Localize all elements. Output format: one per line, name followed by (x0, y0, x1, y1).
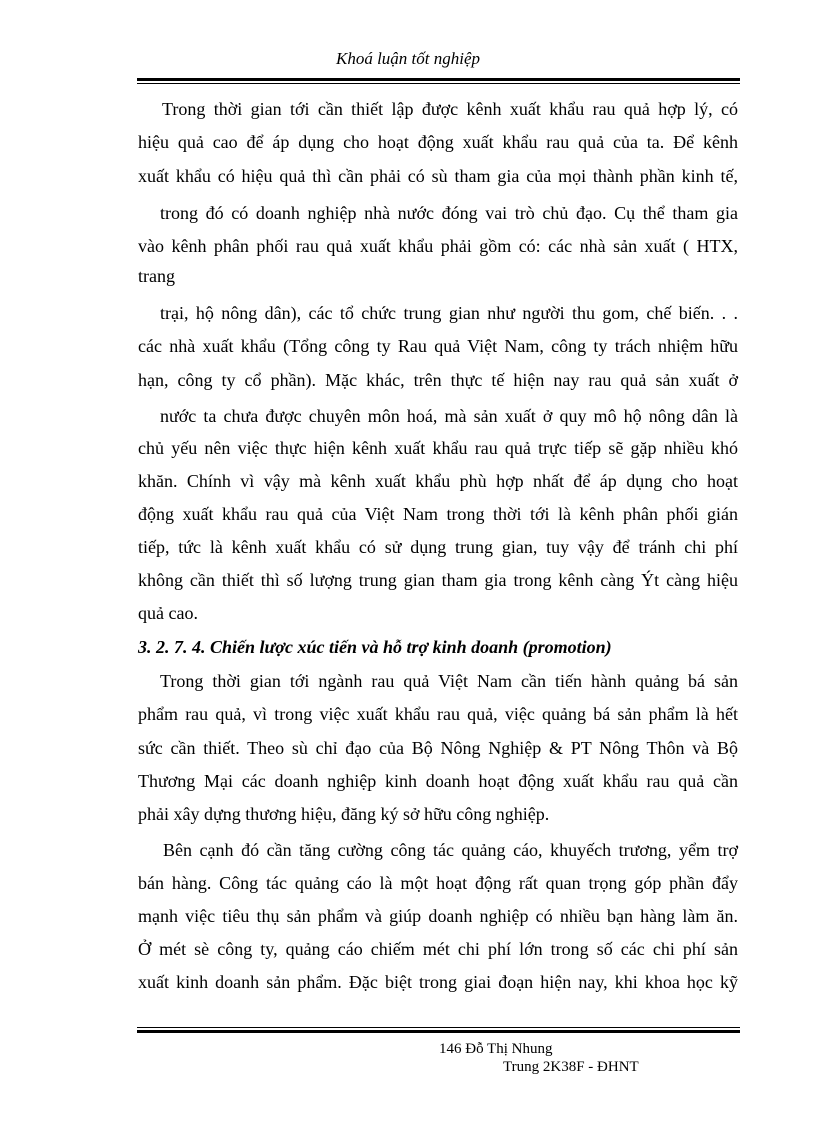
text-line: xuất kinh doanh sản phẩm. Đặc biệt trong giai đoạn hiện nay, khi khoa học kỹ (138, 972, 738, 992)
section-heading: 3. 2. 7. 4. Chiến lược xúc tiến và hỗ trợ kinh doanh (promotion) (138, 637, 612, 657)
text-line: vào kênh phân phối rau quả xuất khẩu phải gồm có: các nhà sản xuất ( HTX, (138, 236, 738, 256)
text-line: không cần thiết thì số lượng trung gian tham gia trong kênh càng Ýt càng hiệu (138, 570, 738, 590)
text-line: hiệu quả cao để áp dụng cho hoạt động xuất khẩu rau quả của ta. Để kênh (138, 132, 738, 152)
text-line: tiếp, tức là kênh xuất khẩu có sử dụng trung gian, tuy vậy để tránh chi phí (138, 537, 738, 557)
text-line: Thương Mại các doanh nghiệp kinh doanh hoạt động xuất khẩu rau quả cần (138, 771, 738, 791)
header-title: Khoá luận tốt nghiệp (335, 49, 481, 68)
text-line: chủ yếu nên việc thực hiện kênh xuất khẩu rau quả trực tiếp sẽ gặp nhiều khó (138, 438, 738, 458)
text-line: động xuất khẩu rau quả của Việt Nam trong thời tới là kênh phân phối gián (138, 504, 738, 524)
text-line: xuất khẩu có hiệu quả thì cần phải có sù tham gia của mọi thành phần kinh tế, (138, 166, 738, 186)
text-line: hạn, công ty cổ phần). Mặc khác, trên thực tế hiện nay rau quả sản xuất ở (138, 370, 738, 390)
text-line: Bên cạnh đó cần tăng cường công tác quảng cáo, khuyếch trương, yểm trợ (163, 840, 738, 860)
footer-rule-thin (137, 1027, 740, 1028)
text-line: các nhà xuất khẩu (Tổng công ty Rau quả Việt Nam, công ty trách nhiệm hữu (138, 336, 738, 356)
text-line: nước ta chưa được chuyên môn hoá, mà sản xuất ở quy mô hộ nông dân là (160, 406, 738, 426)
text-line: Trong thời gian tới cần thiết lập được kênh xuất khẩu rau quả hợp lý, có (162, 99, 738, 119)
text-line: trang (138, 266, 175, 286)
text-line: quả cao. (138, 603, 198, 623)
header-rule-thin (137, 83, 740, 84)
text-line: khăn. Chính vì vậy mà kênh xuất khẩu phù hợp nhất để áp dụng cho hoạt (138, 471, 738, 491)
text-line: sức cần thiết. Theo sù chỉ đạo của Bộ Nông Nghiệp & PT Nông Thôn và Bộ (138, 738, 738, 758)
footer-page-author: 146 Đỗ Thị Nhung (439, 1041, 553, 1057)
text-line: phải xây dựng thương hiệu, đăng ký sở hữu công nghiệp. (138, 804, 550, 824)
text-line: trại, hộ nông dân), các tổ chức trung gian như người thu gom, chế biến. . . (160, 303, 738, 323)
header-rule-thick (137, 78, 740, 81)
text-line: bán hàng. Công tác quảng cáo là một hoạt động rất quan trọng góp phần đẩy (138, 873, 738, 893)
text-line: Trong thời gian tới ngành rau quả Việt Nam cần tiến hành quảng bá sản (160, 671, 738, 691)
text-line: trong đó có doanh nghiệp nhà nước đóng vai trò chủ đạo. Cụ thể tham gia (160, 203, 738, 223)
text-line: mạnh việc tiêu thụ sản phẩm và giúp doanh nghiệp có nhiều bạn hàng làm ăn. (138, 906, 738, 926)
text-line: Ở mét sè công ty, quảng cáo chiếm mét chi phí lớn trong số các chi phí sản (138, 939, 738, 959)
text-line: phẩm rau quả, vì trong việc xuất khẩu rau quả, việc quảng bá sản phẩm là hết (138, 704, 738, 724)
footer-class-info: Trung 2K38F - ĐHNT (503, 1059, 639, 1075)
footer-rule-thick (137, 1030, 740, 1033)
